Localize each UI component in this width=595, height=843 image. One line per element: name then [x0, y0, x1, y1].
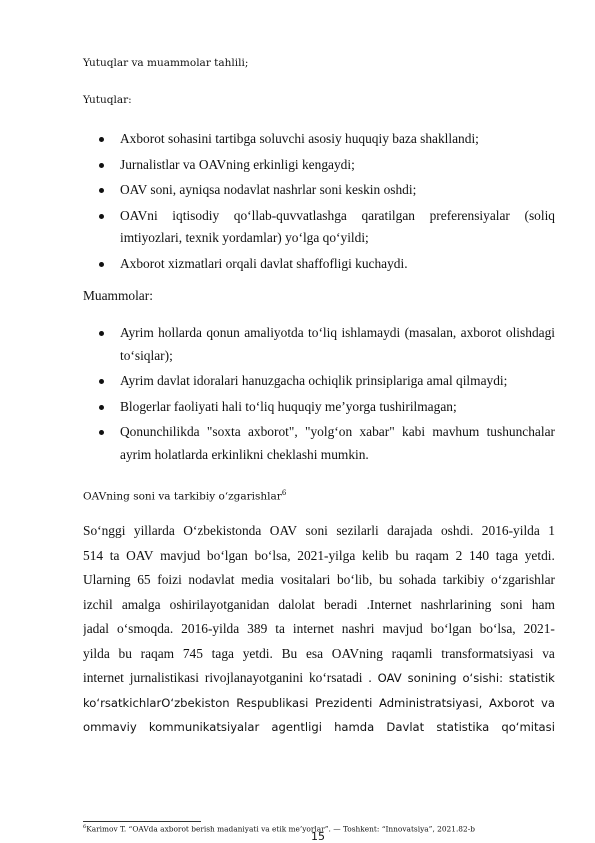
bullet-icon — [99, 379, 104, 384]
paragraph-line: yilda bu raqam 745 taga yetdi. Bu esa OAVning raqamli transformatsiyasi va — [83, 645, 555, 661]
paragraph-line: ommaviy kommunikatsiyalar agentligi hamda Davlat statistika qo‘mitasi — [83, 720, 555, 734]
main-paragraph — [83, 519, 555, 740]
paragraph-line: So‘nggi yillarda O‘zbekistonda OAV soni sezilarli darajada oshdi. 2016-yilda 1 — [83, 523, 555, 538]
paragraph-line: internet jurnalistikasi rivojlanayotganini ko‘rsatadi . OAV sonining o‘sishi: statistik — [83, 670, 555, 685]
bullet-icon — [99, 331, 104, 336]
section-heading-oav: OAVning soni va tarkibiy o‘zgarishlar$^6$ — [83, 489, 287, 503]
paragraph-line: jadal o‘smoqda. 2016-yilda 389 ta internet nashri mavjud bo‘lgan bo‘lsa, 2021- — [83, 621, 555, 636]
bullet-icon — [99, 430, 104, 435]
list-item: Ayrim hollarda qonun amaliyotda to‘liq ishlamaydi (masalan, axborot olishdagi to‘siqlar); — [83, 322, 555, 367]
bullet-icon — [99, 163, 104, 168]
footnote: $^6$Karimov T. “OAVda axborot berish madaniyati va etik me’yorlar”. — Toshkent: “Innovatsiya”, 2021.82-b — [83, 824, 475, 834]
list-item: Axborot sohasini tartibga soluvchi asosiy huquqiy baza shakllandi; — [83, 128, 555, 151]
bullet-icon — [99, 262, 104, 267]
paragraph-line: 514 ta OAV mavjud bo‘lgan bo‘lsa, 2021-yilga kelib bu raqam 2 140 taga yetdi. — [83, 547, 555, 563]
bullet-icon — [99, 188, 104, 193]
paragraph-line: Ularning 65 foizi nodavlat media vositalari bo‘lib, bu sohada tarkibiy o‘zgarishlar — [83, 572, 555, 587]
bullet-icon — [99, 137, 104, 142]
list-item: Qonunchilikda "soxta axborot", "yolg‘on xabar" kabi mavhum tushunchalar ayrim holatlarda erkinlikni cheklashi mumkin. — [83, 421, 555, 466]
list-item: OAV soni, ayniqsa nodavlat nashrlar soni keskin oshdi; — [83, 179, 555, 202]
problems-list — [83, 322, 555, 469]
achievements-list — [83, 128, 555, 278]
bullet-icon — [99, 214, 104, 219]
list-item: Axborot xizmatlari orqali davlat shaffofligi kuchaydi. — [83, 253, 555, 276]
list-item: Blogerlar faoliyati hali to‘liq huquqiy me’yorga tushirilmagan; — [83, 396, 555, 419]
list-item: OAVni iqtisodiy qo‘llab-quvvatlashga qaratilgan preferensiyalar (soliq imtiyozlari, texnik yordamlar) yo‘lga qo‘yildi; — [83, 205, 555, 250]
paragraph-line: izchil amalga oshirilayotganidan dalolat beradi .Internet nashrlarining soni ham — [83, 596, 555, 612]
list-item: Jurnalistlar va OAVning erkinligi kengaydi; — [83, 154, 555, 177]
section-heading-analysis: Yutuqlar va muammolar tahlili; — [83, 57, 249, 69]
footnote-marker: 6 — [281, 489, 287, 497]
footnote-divider — [83, 821, 201, 822]
problems-title: Muammolar: — [83, 288, 153, 303]
list-item: Ayrim davlat idoralari hanuzgacha ochiqlik prinsiplariga amal qilmaydi; — [83, 370, 555, 393]
paragraph-line: ko‘rsatkichlarO‘zbekiston Respublikasi Prezidenti Administratsiyasi, Axborot va — [83, 695, 555, 710]
bullet-icon — [99, 405, 104, 410]
achievements-title: Yutuqlar: — [83, 94, 132, 106]
page-number: 15 — [311, 830, 325, 843]
